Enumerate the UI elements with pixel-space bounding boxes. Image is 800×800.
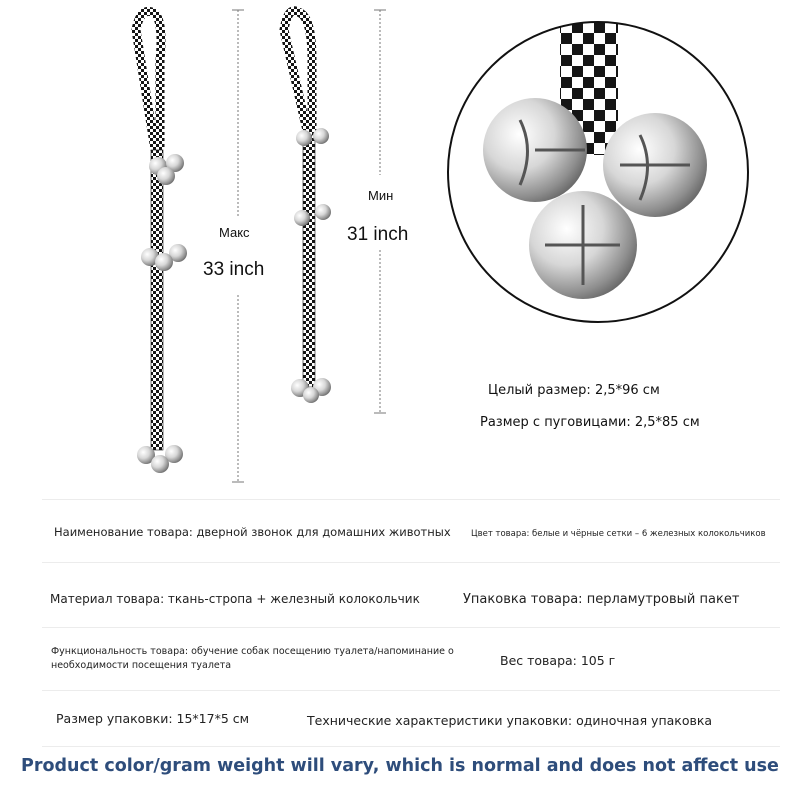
bell-icon [141, 244, 187, 271]
disclaimer-footer: Product color/gram weight will vary, which is normal and does not affect use [21, 756, 779, 776]
divider [42, 499, 780, 500]
divider [42, 627, 780, 628]
max-length: 33 inch [203, 259, 265, 280]
product-color-spec: Цвет товара: белые и чёрные сетки – 6 железных колокольчиков [471, 529, 766, 539]
min-length: 31 inch [347, 224, 409, 245]
whole-size-text: Целый размер: 2,5*96 см [488, 383, 660, 398]
package-type-spec: Технические характеристики упаковки: одиночная упаковка [307, 713, 713, 728]
divider [42, 746, 780, 747]
min-label: Мин [368, 188, 394, 203]
divider [42, 562, 780, 563]
strap-min [284, 11, 331, 403]
max-label: Макс [219, 225, 250, 240]
divider [42, 690, 780, 691]
function-spec-line1: Функциональность товара: обучение собак посещению туалета/напоминание о [51, 646, 454, 657]
material-spec: Материал товара: ткань-стропа + железный колокольчик [50, 592, 420, 606]
dimension-line-min [374, 10, 386, 413]
package-size-spec: Размер упаковки: 15*17*5 см [56, 711, 250, 726]
size-with-buttons-text: Размер с пуговицами: 2,5*85 см [480, 415, 700, 430]
packaging-spec: Упаковка товара: перламутровый пакет [463, 592, 740, 607]
strap-max [136, 11, 187, 473]
function-spec-line2: необходимости посещения туалета [51, 660, 232, 671]
bell-closeup [448, 15, 748, 322]
dimension-line-max [232, 10, 244, 482]
product-name-spec: Наименование товара: дверной звонок для домашних животных [54, 525, 451, 539]
weight-spec: Вес товара: 105 г [500, 653, 616, 668]
